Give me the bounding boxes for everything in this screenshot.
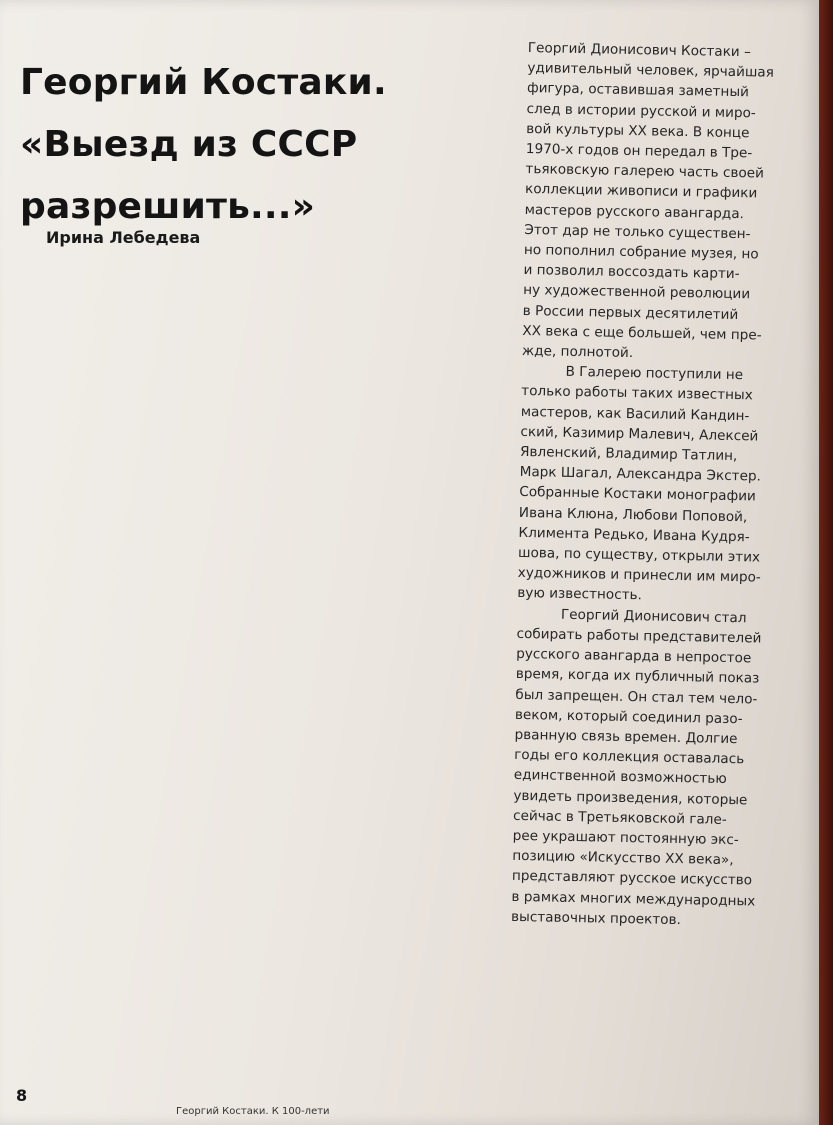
title-line: разрешить...» [20, 186, 316, 227]
text-line: но пополнил собрание музея, но [523, 241, 759, 263]
text-line: удивительный человек, ярчайшая [527, 60, 774, 81]
text-line: вой культуры XX века. В конце [526, 120, 750, 142]
text-line: собирать работы представителей [516, 625, 762, 647]
text-line: в России первых десятилетий [522, 302, 739, 323]
text-line: Георгий Дионисович Костаки – [527, 39, 751, 61]
text-line: единственной возможностью [513, 767, 727, 788]
text-line: В Галерею поступили не [565, 364, 744, 384]
text-line: Георгий Дионисович стал [560, 606, 747, 626]
text-line: Этот дар не только существен- [524, 221, 751, 243]
text-line: ский, Казимир Малевич, Алексей [520, 423, 759, 445]
running-footer: Георгий Костаки. К 100-лети [176, 1106, 330, 1117]
paragraph-2 [517, 361, 792, 609]
text-line: вую известность. [517, 585, 643, 604]
text-line: Марк Шагал, Александра Экстер. [519, 464, 762, 485]
text-line: след в истории русской и миро- [526, 100, 756, 121]
text-line: фигура, оставившая заметный [526, 80, 750, 101]
text-line: ну художественной революции [523, 282, 751, 303]
text-line: шова, по существу, открыли этих [517, 544, 761, 566]
text-line: художников и принесли им миро- [517, 565, 761, 586]
background-edge [819, 0, 833, 1125]
text-line: в рамках многих международных [511, 888, 756, 910]
text-line: годы его коллекция оставалась [514, 746, 745, 768]
text-line: рее украшают постоянную экс- [512, 827, 739, 849]
text-line: представляют русское искусство [511, 868, 753, 889]
text-line: сейчас в Третьяковской гале- [512, 807, 727, 828]
text-line: Собранные Костаки монографии [519, 484, 756, 505]
text-line: русского авангарда в непростое [516, 645, 752, 667]
text-line: тьяковскую галерею часть своей [525, 161, 765, 182]
text-line: время, когда их публичный показ [515, 666, 760, 687]
text-line: только работы таких известных [521, 383, 753, 404]
text-line: жде, полнотой. [521, 342, 634, 362]
text-line: и позволил воссоздать карти- [523, 262, 740, 283]
author-name: Ирина Лебедева [46, 228, 201, 247]
article-body [511, 38, 798, 932]
text-line: коллекции живописи и графики [524, 181, 758, 202]
text-line: Явленский, Владимир Татлин, [519, 443, 738, 465]
text-line: выставочных проектов. [510, 908, 682, 928]
page-number: 8 [16, 1086, 28, 1105]
text-line: 1970-х годов он передал в Тре- [525, 140, 753, 162]
text-line: увидеть произведения, которые [513, 787, 748, 808]
text-line: был запрещен. Он стал тем чело- [515, 686, 758, 708]
text-line: мастеров русского авангарда. [524, 201, 745, 222]
paragraph-1 [522, 38, 798, 366]
text-line: Климента Редько, Ивана Кудря- [518, 524, 750, 546]
text-line: мастеров, как Василий Кандин- [520, 403, 750, 424]
text-line: рванную связь времен. Долгие [514, 726, 738, 748]
text-line: позицию «Искусство XX века», [512, 847, 734, 869]
title-line: «Выезд из СССР [20, 124, 358, 165]
text-line: веком, который соединил разо- [514, 706, 743, 727]
title-line: Георгий Костаки. [20, 62, 387, 103]
text-line: XX века с еще большей, чем пре- [522, 322, 762, 344]
article-title [20, 52, 387, 238]
paragraph-3 [511, 604, 787, 932]
text-line: Ивана Клюна, Любови Поповой, [518, 504, 748, 525]
